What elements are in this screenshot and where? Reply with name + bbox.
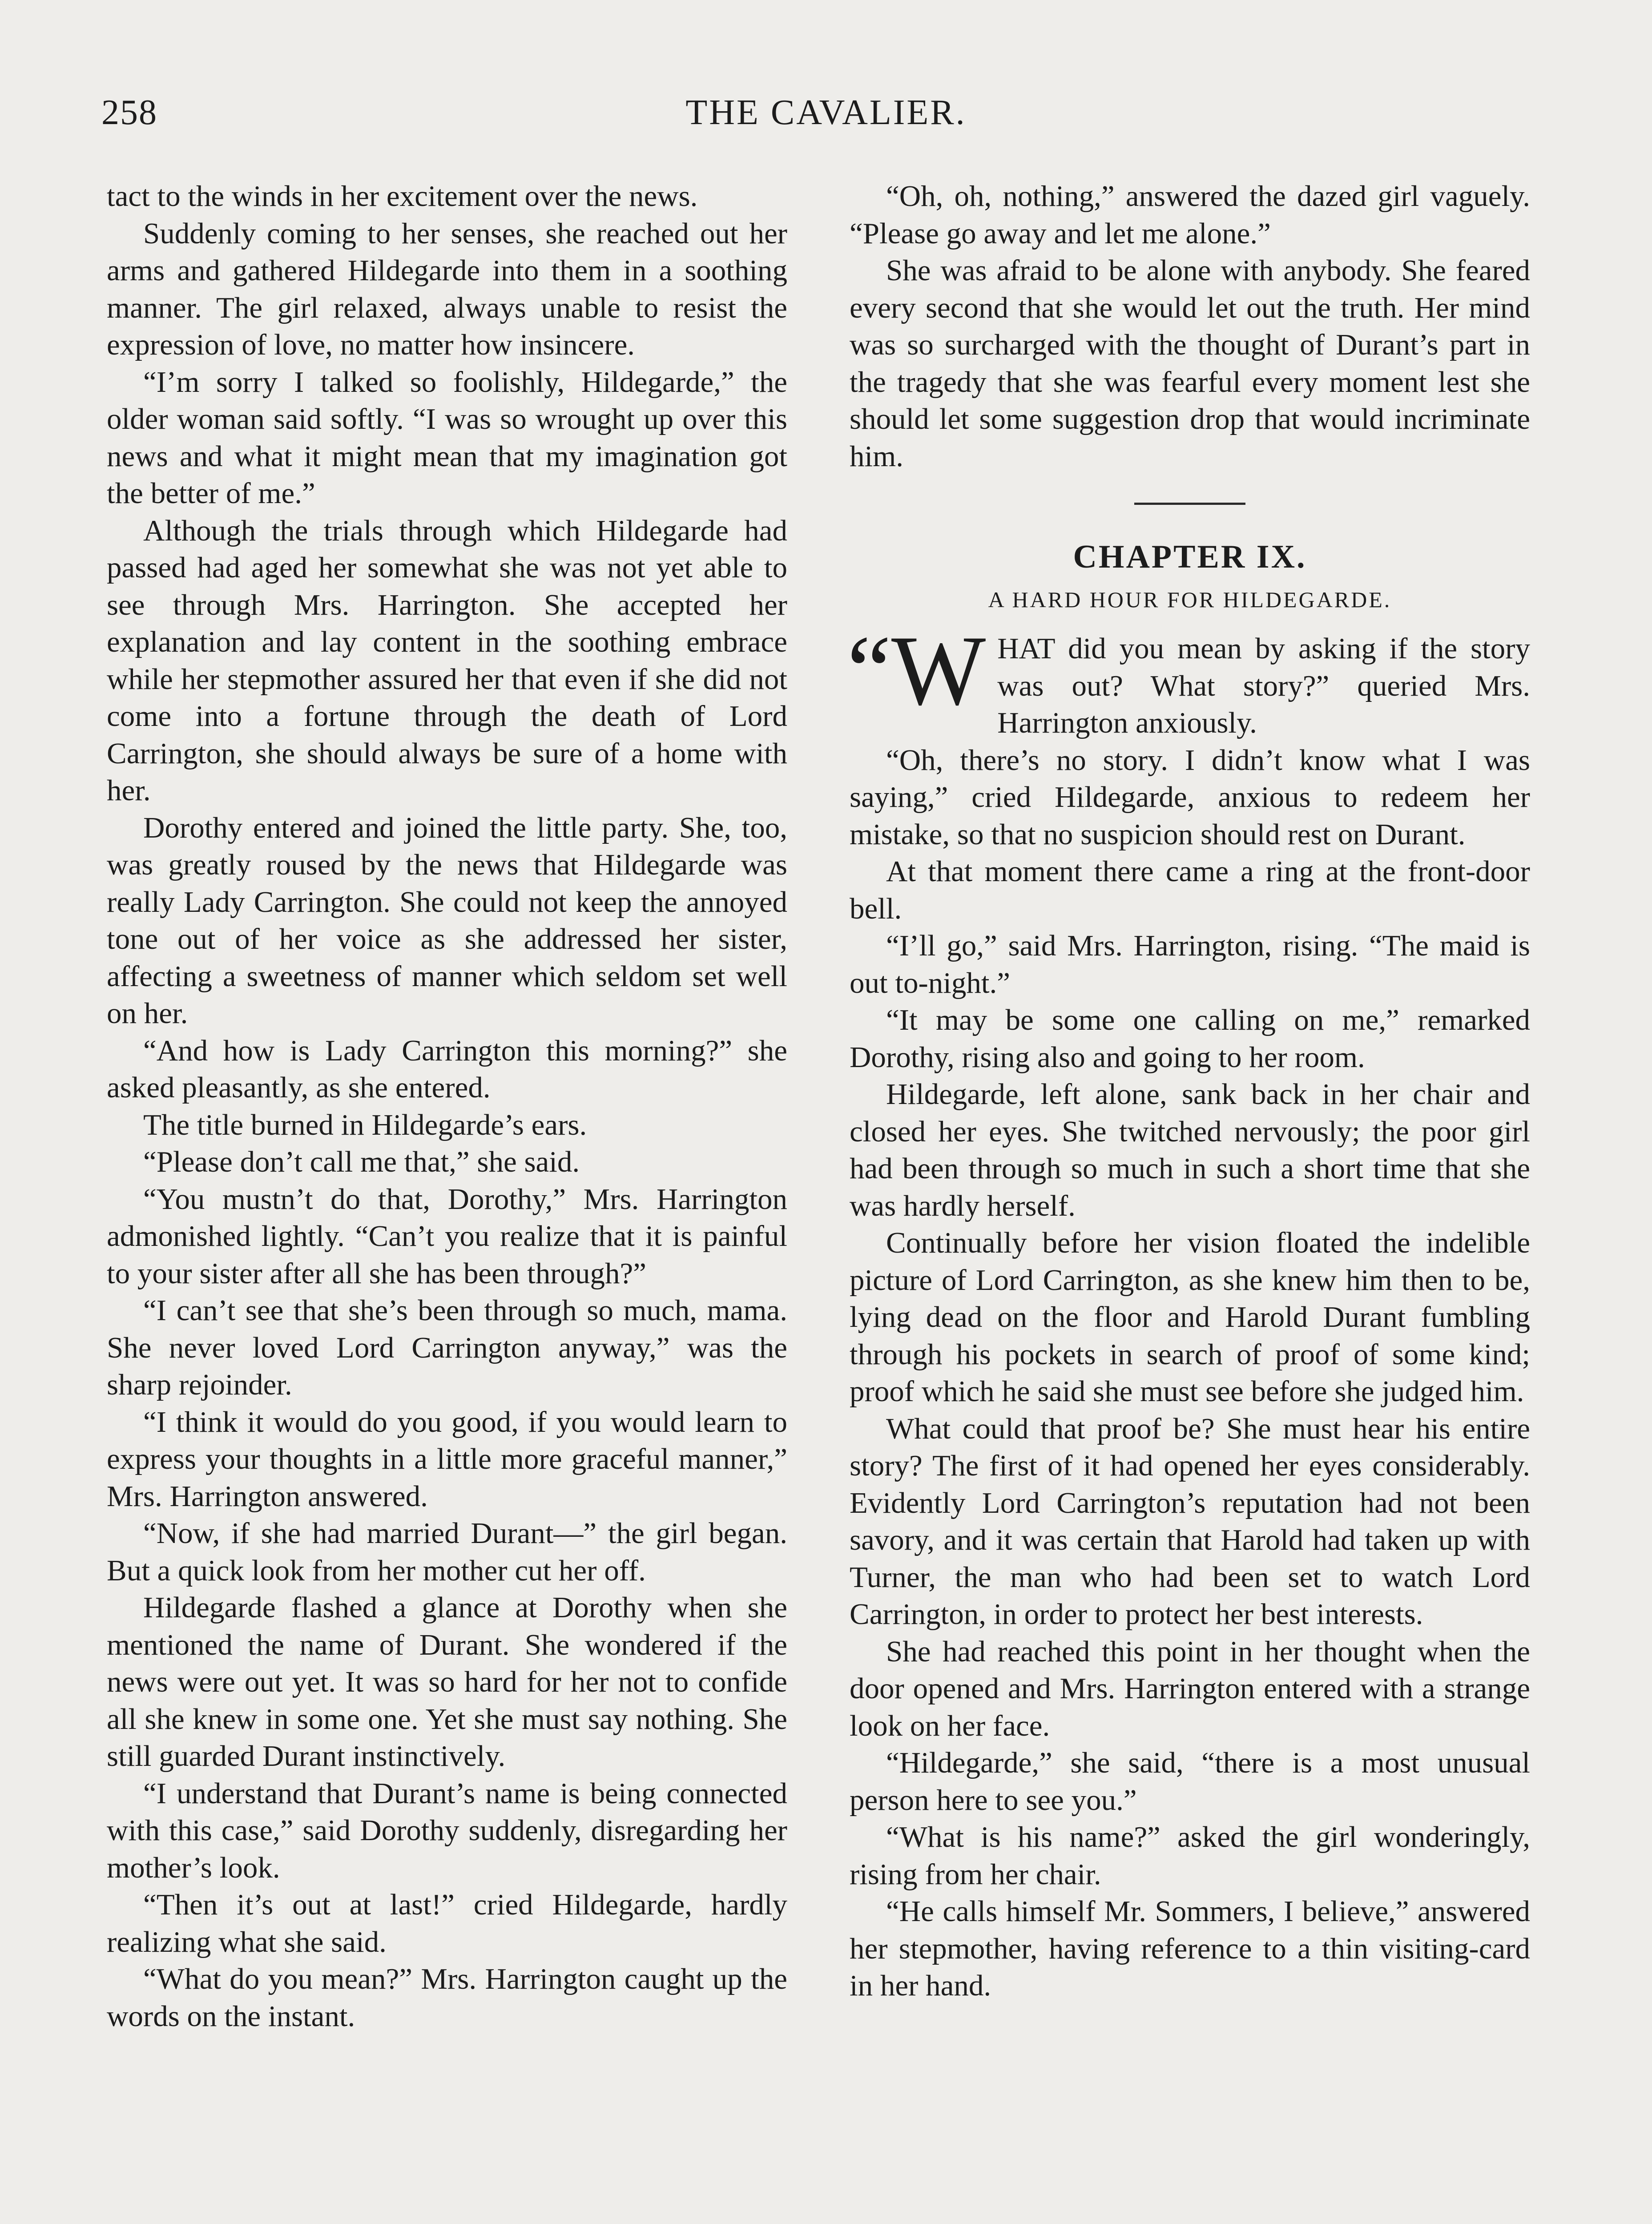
paragraph: “Then it’s out at last!” cried Hildegarde, hardly realizing what she said. [107, 1888, 787, 1958]
paragraph: “Oh, oh, nothing,” answered the dazed girl vaguely. “Please go away and let me alone.” [850, 180, 1530, 250]
paragraph: “You mustn’t do that, Dorothy,” Mrs. Harrington admonished lightly. “Can’t you realize that it is painful to your sister after all she has been through?” [107, 1182, 787, 1290]
paragraph: “He calls himself Mr. Sommers, I believe,” answered her stepmother, having reference to a thin visiting-card in her hand. [850, 1895, 1530, 2002]
right-column [847, 178, 1530, 2005]
paragraph: She had reached this point in her thought when the door opened and Mrs. Harrington entered with a strange look on her face. [850, 1635, 1530, 1742]
paragraph: “And how is Lady Carrington this morning?” she asked pleasantly, as she entered. [107, 1034, 787, 1104]
chapter-opening-paragraph [847, 615, 1530, 742]
paragraph: The title burned in Hildegarde’s ears. [143, 1108, 587, 1141]
section-divider [1134, 503, 1245, 505]
paragraph: At that moment there came a ring at the front-door bell. [850, 855, 1530, 925]
paragraph: Dorothy entered and joined the little party. She, too, was greatly roused by the news that Hildegarde was really Lady Carrington. She could not keep the annoyed tone out of her voice as she addressed her sister, affecting a sweetness of manner which seldom set well on her. [107, 811, 787, 1030]
paragraph: Suddenly coming to her senses, she reached out her arms and gathered Hildegarde into them in a soothing manner. The girl relaxed, always unable to resist the expression of love, no matter how insincere. [107, 217, 787, 361]
paragraph: Hildegarde, left alone, sank back in her chair and closed her eyes. She twitched nervously; the poor girl had been through so much in such a short time that she was hardly herself. [850, 1078, 1530, 1222]
paragraph: Continually before her vision floated the indelible picture of Lord Carrington, as she knew him then to be, lying dead on the floor and Harold Durant fumbling through his pockets in search of proof of some kind; proof which he said she must see before she judged him. [850, 1226, 1530, 1408]
running-title: THE CAVALIER. [685, 93, 967, 132]
paragraph: “What is his name?” asked the girl wonderingly, rising from her chair. [850, 1821, 1530, 1891]
chapter-subtitle: A HARD HOUR FOR HILDEGARDE. [988, 587, 1392, 612]
paragraph: “What do you mean?” Mrs. Harrington caught up the words on the instant. [107, 1962, 787, 2033]
chapter-title: CHAPTER IX. [1073, 539, 1307, 575]
paragraph: What could that proof be? She must hear his entire story? The first of it had opened her eyes considerably. Evidently Lord Carrington’s reputation had not been savory, and it was certain that Harold had taken up with Turner, the man who had been set to watch Lord Carrington, in order to protect her best interests. [850, 1412, 1530, 1631]
paragraph: “Please don’t call me that,” she said. [143, 1145, 580, 1178]
paragraph: Hildegarde flashed a glance at Dorothy when she mentioned the name of Durant. She wondered if the news were out yet. It was so hard for her not to confide all she knew in some one. Yet she must say nothing. She still guarded Durant instinctively. [107, 1591, 787, 1773]
page-header [101, 93, 1551, 146]
paragraph: “Oh, there’s no story. I didn’t know what I was saying,” cried Hildegarde, anxious to redeem her mistake, so that no suspicion should rest on Durant. [850, 743, 1530, 851]
paragraph: “I’m sorry I talked so foolishly, Hildegarde,” the older woman said softly. “I was so wrought up over this news and what it might mean that my imagination got the better of me.” [107, 365, 787, 510]
left-column [107, 178, 787, 2035]
paragraph: tact to the winds in her excitement over the news. [107, 180, 698, 213]
page-number: 258 [101, 93, 157, 132]
paragraph: Although the trials through which Hildegarde had passed had aged her somewhat she was not yet able to see through Mrs. Harrington. She accepted her explanation and lay content in the soothing embrace while her stepmother assured her that even if she did not come into a fortune through the death of Lord Carrington, she should always be sure of a home with her. [107, 514, 787, 807]
paragraph: “I understand that Durant’s name is being connected with this case,” said Dorothy suddenly, disregarding her mother’s look. [107, 1777, 787, 1884]
opening-text: HAT did you mean by asking if the story was out? What story?” queried Mrs. Harrington anxiously. [997, 632, 1530, 739]
paragraph: “It may be some one calling on me,” remarked Dorothy, rising also and going to her room. [850, 1003, 1530, 1074]
paragraph: “I’ll go,” said Mrs. Harrington, rising. “The maid is out to-night.” [850, 929, 1530, 999]
paragraph: “Now, if she had married Durant—” the girl began. But a quick look from her mother cut her off. [107, 1517, 787, 1587]
paragraph: “I think it would do you good, if you would learn to express your thoughts in a little more graceful manner,” Mrs. Harrington answered. [107, 1405, 787, 1513]
paragraph: “Hildegarde,” she said, “there is a most unusual person here to see you.” [850, 1746, 1530, 1817]
drop-cap: “W [847, 615, 986, 726]
paragraph: “I can’t see that she’s been through so much, mama. She never loved Lord Carrington anyway,” was the sharp rejoinder. [107, 1294, 787, 1401]
paragraph: She was afraid to be alone with anybody. She feared every second that she would let out the truth. Her mind was so surcharged with the thought of Durant’s part in the tragedy that she was fearful every moment lest she should let some suggestion drop that would incriminate him. [850, 254, 1530, 473]
